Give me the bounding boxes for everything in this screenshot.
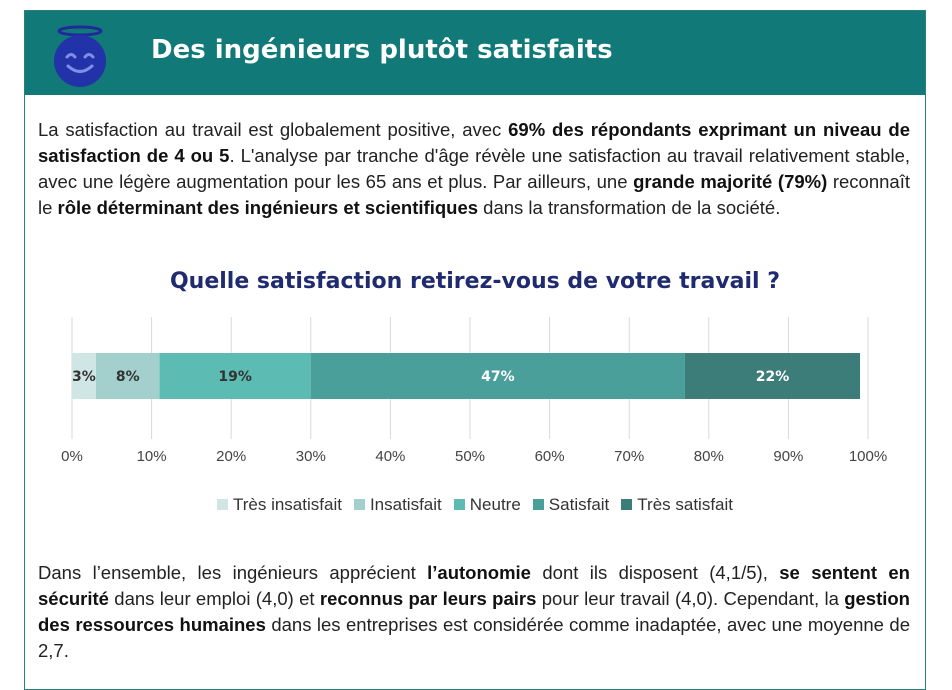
legend-label: Satisfait [548, 495, 610, 514]
x-tick-label: 0% [61, 448, 83, 465]
conclusion-text-5: dans les entreprises est considérée comme inadaptée, avec une moyenne de 2,7. [38, 614, 910, 661]
x-tick-label: 40% [375, 448, 406, 465]
intro-bold-2: grande majorité (79%) [633, 171, 828, 192]
legend-item [533, 495, 609, 515]
conclusion-text-2: dont ils disposent (4,1/5), [530, 562, 780, 583]
intro-bold-1: 69% des répondants exprimant un niveau de satisfaction de 4 ou 5 [38, 119, 910, 166]
conclusion-text-3: dans leur emploi (4,0) et [108, 588, 320, 609]
content-card [24, 10, 926, 690]
chart-legend [25, 495, 925, 515]
legend-item [454, 495, 521, 515]
data-label: 3% [72, 369, 96, 385]
header-banner [25, 11, 925, 95]
legend-label: Insatisfait [369, 495, 442, 514]
legend-swatch [217, 499, 228, 510]
x-tick-label: 90% [773, 448, 804, 465]
conclusion-paragraph [38, 560, 910, 664]
conclusion-text-1: Dans l’ensemble, les ingénieurs apprécient [38, 562, 428, 583]
intro-text-4: dans la transformation de la société. [478, 197, 781, 218]
x-tick-label: 70% [614, 448, 645, 465]
legend-swatch [454, 499, 465, 510]
x-tick-label: 60% [534, 448, 565, 465]
legend-swatch [533, 499, 544, 510]
data-label: 47% [481, 369, 515, 385]
intro-bold-3: rôle déterminant des ingénieurs et scientifiques [57, 197, 479, 218]
intro-text-1: La satisfaction au travail est globalement positive, avec [38, 119, 509, 140]
intro-paragraph [38, 117, 910, 221]
legend-label: Neutre [469, 495, 521, 514]
x-tick-label: 80% [693, 448, 724, 465]
data-label: 19% [218, 369, 252, 385]
conclusion-bold-3: reconnus par leurs pairs [319, 588, 537, 609]
page-title: Des ingénieurs plutôt satisfaits [151, 35, 613, 65]
x-tick-label: 30% [295, 448, 326, 465]
legend-swatch [354, 499, 365, 510]
stacked-bar-chart [25, 307, 925, 477]
x-tick-label: 10% [136, 448, 167, 465]
intro-text-2: . L'analyse par tranche d'âge révèle une satisfaction au travail relativement stable, avec une légère augmentation pour les 65 ans et plus. Par ailleurs, une [38, 145, 910, 192]
smiling-face-with-halo-icon [51, 25, 109, 87]
legend-label: Très insatisfait [232, 495, 342, 514]
x-tick-label: 100% [848, 448, 888, 465]
legend-item [217, 495, 342, 515]
x-tick-label: 20% [216, 448, 247, 465]
conclusion-bold-1: l’autonomie [427, 562, 531, 583]
data-label: 22% [755, 369, 790, 385]
conclusion-bold-2: se sentent en sécurité [38, 562, 910, 609]
conclusion-bold-4: gestion des ressources humaines [38, 588, 910, 635]
conclusion-text-4: pour leur travail (4,0). Cependant, la [536, 588, 845, 609]
intro-text-3: reconnaît le [38, 171, 910, 218]
legend-item [621, 495, 733, 515]
legend-label: Très satisfait [637, 495, 734, 514]
legend-swatch [621, 499, 632, 510]
data-label: 8% [115, 369, 140, 385]
x-tick-label: 50% [454, 448, 486, 465]
legend-item [354, 495, 442, 515]
chart-title: Quelle satisfaction retirez-vous de votre travail ? [169, 269, 781, 294]
